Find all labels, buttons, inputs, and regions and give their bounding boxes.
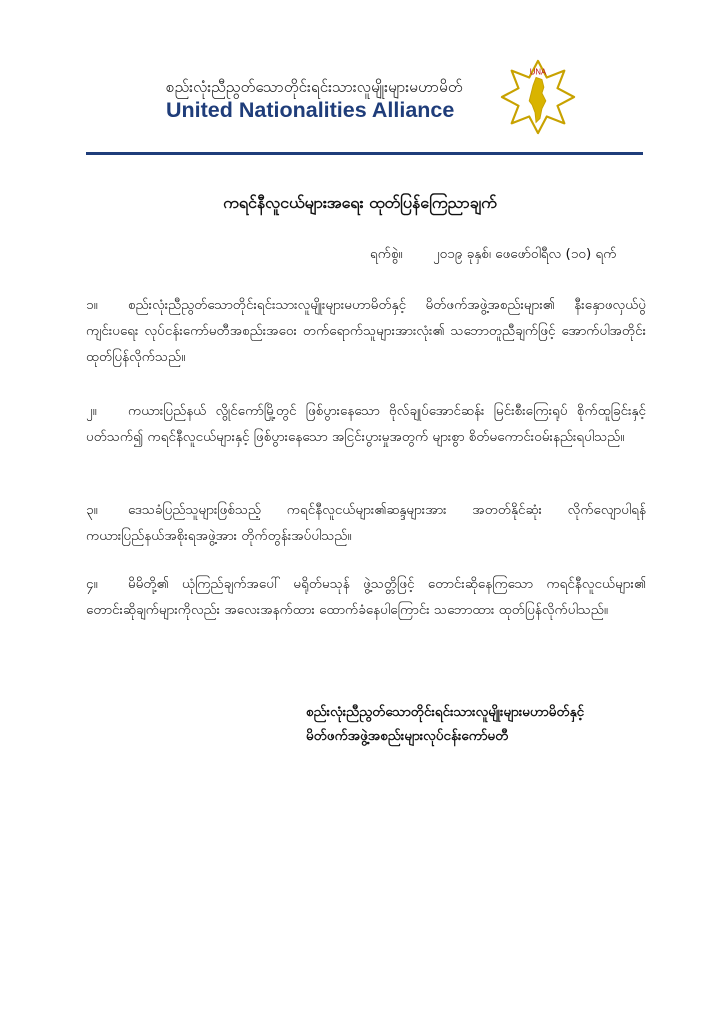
paragraph-number: ၄။ [86,576,98,592]
paragraph-2 [86,398,646,450]
paragraph-text: မိမိတို့၏ ယုံကြည်ချက်အပေါ် မရိုတ်မသုန် ဖွဲ့သတ္တိဖြင့် တောင်းဆိုနေကြသော ကရင်နီလူငယ်များ၏ တောင်းဆိုချက်များကိုလည်း အလေးအနက်ထား ထောက်ခံနေပါကြောင်း သဘောထား ထုတ်ပြန်လိုက်ပါသည်။ [86,576,646,618]
paragraph-text: ဒေသခံပြည်သူများဖြစ်သည့် ကရင်နီလူငယ်များ၏ဆန္ဒများအား အတတ်နိုင်ဆုံး လိုက်လျောပါရန် ကယားပြည်နယ်အစိုးရအဖွဲ့အား တိုက်တွန်းအပ်ပါသည်။ [86,502,646,544]
signature-line-1: စည်းလုံးညီညွတ်သောတိုင်းရင်းသားလူမျိုးများမဟာမိတ်နှင့် [306,704,585,720]
paragraph-number: ၁။ [86,297,98,313]
date-line [370,245,616,265]
signature-line-2: မိတ်ဖက်အဖွဲ့အစည်းများလုပ်ငန်းကော်မတီ [306,728,509,744]
logo-text: UNA [529,67,547,77]
header-divider [86,152,643,155]
org-name-myanmar: စည်းလုံးညီညွတ်သောတိုင်းရင်းသားလူမျိုးများမဟာမိတ် [166,78,463,96]
paragraph-text: စည်းလုံးညီညွတ်သောတိုင်းရင်းသားလူမျိုးများမဟာမိတ်နှင့် မိတ်ဖက်အဖွဲ့အစည်းများ၏ နီးနှောဖလှယ်ပွဲ ကျင်းပရေး လုပ်ငန်းကော်မတီအစည်းအဝေး တက်ရောက်သူများအားလုံး၏ သဘောတူညီချက်ဖြင့် အောက်ပါအတိုင်း ထုတ်ပြန်လိုက်သည်။ [86,297,646,365]
myanmar-map-icon [529,78,546,123]
letterhead [0,0,720,160]
signature-block [306,700,584,748]
paragraph-4 [86,571,646,623]
paragraph-number: ၂။ [86,403,97,419]
org-name-english: United Nationalities Alliance [166,98,455,122]
paragraph-text: ကယားပြည်နယ် လွိုင်ကော်မြို့တွင် ဖြစ်ပွားနေသော ဗိုလ်ချုပ်အောင်ဆန်း မြင်းစီးကြေးရုပ် စိုက်ထူခြင်းနှင့် ပတ်သက်၍ ကရင်နီလူငယ်များနှင့် ဖြစ်ပွားနေသော အငြင်းပွားမှုအတွက် များစွာ စိတ်မကောင်းဝမ်းနည်းရပါသည်။ [86,403,646,445]
una-logo-icon [499,58,577,136]
document-title: ကရင်နီလူငယ်များအရေး ထုတ်ပြန်ကြေညာချက် [223,193,497,212]
paragraph-number: ၃။ [86,502,98,518]
date-value: ၂၀၁၉ ခုနှစ်၊ ဖေဖော်ဝါရီလ (၁၀) ရက် [432,246,617,262]
paragraph-1 [86,292,646,370]
date-label: ရက်စွဲ။ [370,246,403,262]
paragraph-3 [86,497,646,549]
